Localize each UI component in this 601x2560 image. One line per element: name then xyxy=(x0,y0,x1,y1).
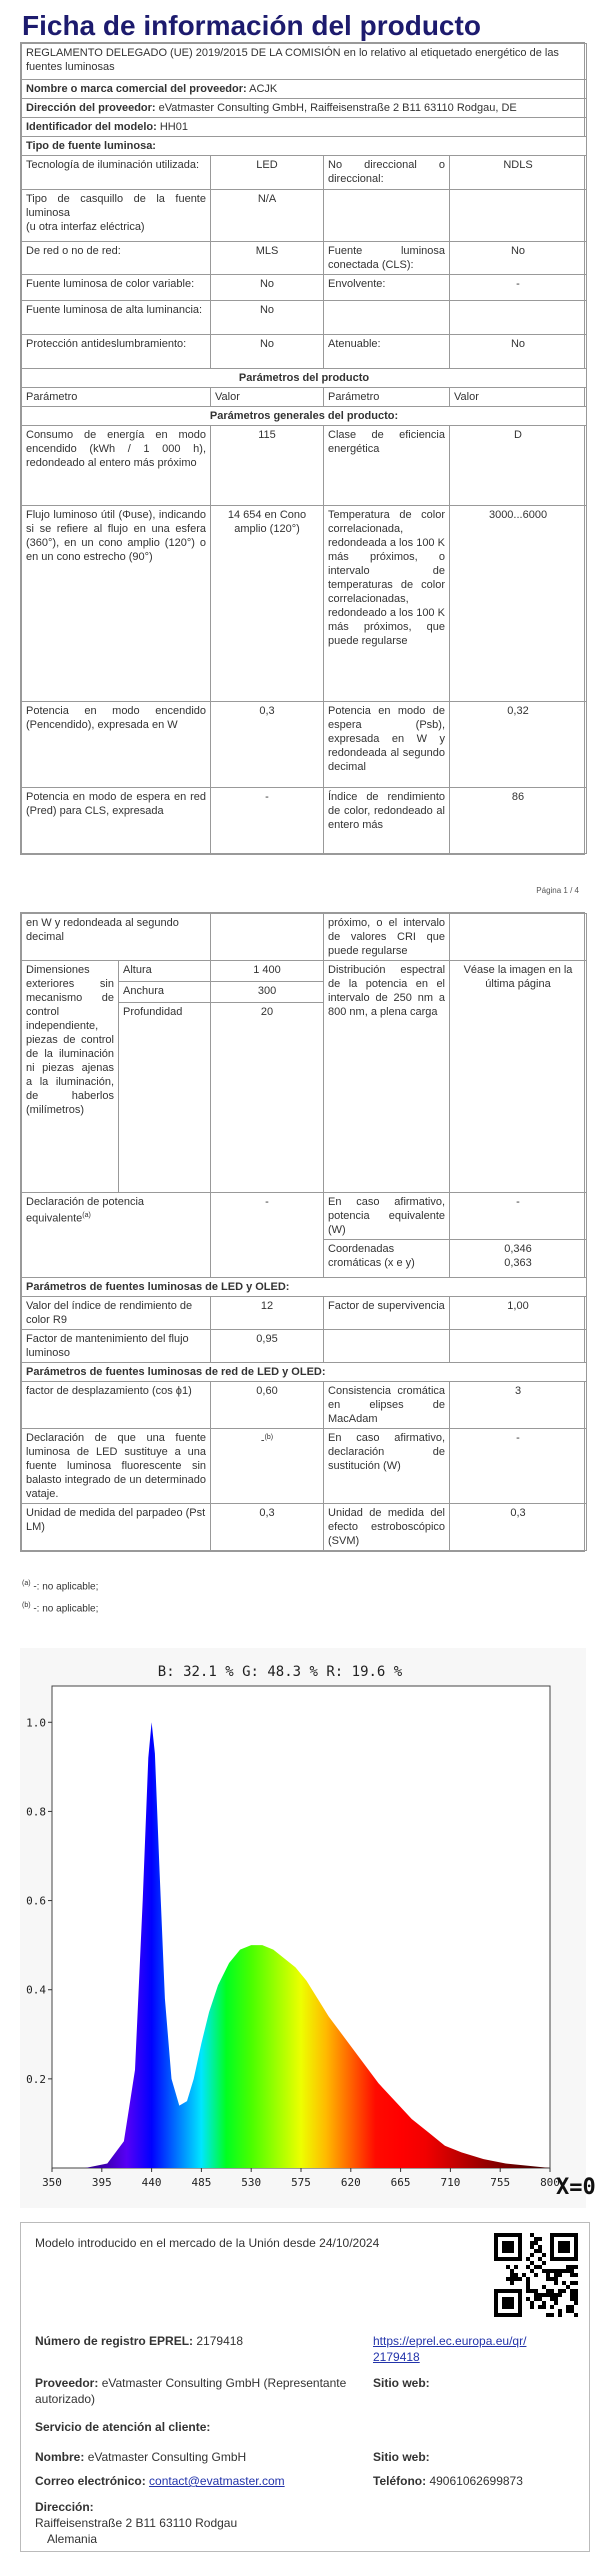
qr-module xyxy=(510,2269,514,2273)
footnote-a xyxy=(22,1580,98,1592)
qr-module xyxy=(550,2313,554,2317)
general-cell: Clase de eficiencia energética xyxy=(324,426,450,506)
qr-module xyxy=(530,2301,534,2305)
qr-module xyxy=(530,2233,534,2237)
general-cell: - xyxy=(211,788,324,854)
x-tick-label: 755 xyxy=(490,2176,511,2189)
type-cell: No xyxy=(450,242,587,275)
product-info-table-1 xyxy=(20,42,585,855)
dim-depth-value: 20 xyxy=(211,1003,324,1193)
qr-module xyxy=(530,2261,534,2265)
qr-module xyxy=(558,2309,562,2313)
qr-module xyxy=(574,2265,578,2269)
phi-label: factor de desplazamiento (cos ϕ1) xyxy=(22,1382,211,1429)
general-cell: 14 654 en Cono amplio (120°) xyxy=(211,506,324,702)
qr-finder xyxy=(502,2297,514,2309)
qr-finder xyxy=(518,2233,522,2261)
equiv-power-label xyxy=(22,1193,211,1278)
x-end-label: X=0 xyxy=(556,2175,596,2200)
qr-module xyxy=(530,2241,534,2245)
general-cell: Potencia en modo de espera (Psb), expresada en W y redondeada al segundo decimal xyxy=(324,702,450,788)
qr-module xyxy=(542,2285,546,2289)
qr-module xyxy=(550,2289,554,2293)
regulation-text: REGLAMENTO DELEGADO (UE) 2019/2015 DE LA COMISIÓN en lo relativo al etiquetado energético de las fuentes luminosas xyxy=(22,44,587,80)
supplier-brand-value: ACJK xyxy=(249,83,278,95)
light-source-type-header: Tipo de fuente luminosa: xyxy=(22,137,587,156)
footnote-b-text: -: no aplicable; xyxy=(33,1603,99,1615)
qr-module xyxy=(570,2289,574,2293)
general-params-header: Parámetros generales del producto: xyxy=(22,407,587,426)
equiv-power-note-mark: (a) xyxy=(82,1212,91,1219)
qr-module xyxy=(534,2289,538,2293)
footnote-a-mark: (a) xyxy=(22,1580,31,1587)
qr-module xyxy=(554,2297,558,2301)
type-cell: No xyxy=(450,335,587,369)
qr-module xyxy=(526,2289,530,2293)
general-params-rows xyxy=(22,426,587,854)
eprel-number-row xyxy=(35,2333,243,2349)
address-line-1: Raiffeisenstraße 2 B11 63110 Rodgau xyxy=(35,2516,238,2530)
fluor-value xyxy=(211,1429,324,1504)
cont-right-text: próximo, o el intervalo de valores CRI que puede regularse xyxy=(324,914,450,961)
qr-module xyxy=(546,2269,550,2273)
type-cell: Atenuable: xyxy=(324,335,450,369)
type-cell: LED xyxy=(211,156,324,190)
model-row xyxy=(22,118,587,137)
survival-label: Factor de supervivencia xyxy=(324,1297,450,1330)
qr-finder xyxy=(558,2241,570,2253)
y-tick-label: 0.6 xyxy=(26,1894,46,1908)
maint-empty-1 xyxy=(324,1330,450,1363)
chroma-label: Coordenadas cromáticas (x e y) xyxy=(324,1240,450,1278)
qr-code-graphic xyxy=(494,2233,578,2317)
footnote-a-text: -: no aplicable; xyxy=(33,1581,99,1593)
qr-module xyxy=(534,2293,538,2297)
qr-module xyxy=(562,2269,566,2273)
qr-module xyxy=(562,2289,566,2293)
qr-module xyxy=(570,2269,574,2273)
type-cell: MLS xyxy=(211,242,324,275)
qr-module xyxy=(558,2313,562,2317)
qr-finder xyxy=(502,2241,514,2253)
page-title: Ficha de información del producto xyxy=(22,10,481,41)
chroma-value-x: 0,346 xyxy=(504,1243,532,1255)
qr-module xyxy=(542,2301,546,2305)
qr-module xyxy=(514,2273,518,2277)
qr-module xyxy=(530,2245,534,2249)
qr-module xyxy=(534,2297,538,2301)
type-cell: Envolvente: xyxy=(324,275,450,301)
type-cell xyxy=(324,301,450,335)
equiv-power-text: Declaración de potencia equivalente xyxy=(26,1196,145,1225)
general-row xyxy=(22,506,587,702)
chroma-value xyxy=(450,1240,587,1278)
qr-module xyxy=(558,2269,562,2273)
qr-module xyxy=(550,2297,554,2301)
email-link[interactable]: contact@evatmaster.com xyxy=(149,2474,285,2488)
qr-module xyxy=(510,2281,514,2285)
address-line-2: Alemania xyxy=(47,2532,98,2546)
qr-module xyxy=(546,2277,550,2281)
mains-params-header: Parámetros de fuentes luminosas de red de LED y OLED: xyxy=(22,1363,587,1382)
qr-finder xyxy=(574,2233,578,2261)
fluor-note-mark: (b) xyxy=(264,1434,274,1441)
provider-label: Proveedor: xyxy=(35,2376,99,2390)
type-cell: No xyxy=(211,301,324,335)
maint-value: 0,95 xyxy=(211,1330,324,1363)
qr-module xyxy=(550,2269,554,2273)
general-row xyxy=(22,426,587,506)
qr-module xyxy=(538,2265,542,2269)
qr-module xyxy=(526,2297,530,2301)
qr-module xyxy=(570,2293,574,2297)
service-website-label: Sitio web: xyxy=(373,2450,430,2464)
qr-module xyxy=(554,2293,558,2297)
general-row xyxy=(22,702,587,788)
market-intro: Modelo introducido en el mercado de la Unión desde 24/10/2024 xyxy=(35,2236,380,2250)
qr-module xyxy=(530,2269,534,2273)
qr-module xyxy=(570,2305,574,2309)
qr-module xyxy=(574,2281,578,2285)
fluor-right-label: En caso afirmativo, declaración de sustitución (W) xyxy=(324,1429,450,1504)
qr-module xyxy=(538,2293,542,2297)
type-cell: NDLS xyxy=(450,156,587,190)
type-row xyxy=(22,242,587,275)
qr-module xyxy=(566,2305,570,2309)
qr-module xyxy=(554,2301,558,2305)
type-cell: - xyxy=(450,275,587,301)
equiv-power-right-value: - xyxy=(450,1193,587,1240)
qr-module xyxy=(538,2257,542,2261)
chart-title: B: 32.1 % G: 48.3 % R: 19.6 % xyxy=(157,1664,403,1680)
qr-module xyxy=(574,2301,578,2305)
qr-finder xyxy=(494,2289,498,2317)
r9-value: 12 xyxy=(211,1297,324,1330)
x-tick-label: 395 xyxy=(91,2176,112,2189)
qr-module xyxy=(554,2277,558,2281)
type-cell: Fuente luminosa de color variable: xyxy=(22,275,211,301)
qr-module xyxy=(534,2273,538,2277)
x-tick-label: 710 xyxy=(440,2176,461,2189)
r9-label: Valor del índice de rendimiento de color R9 xyxy=(22,1297,211,1330)
spectrum-chart xyxy=(20,1648,596,2208)
type-cell: Tipo de casquillo de la fuente luminosa (u otra interfaz eléctrica) xyxy=(22,190,211,242)
email-label: Correo electrónico: xyxy=(35,2474,146,2488)
qr-module xyxy=(526,2277,530,2281)
qr-module xyxy=(514,2265,518,2269)
provider-value: eVatmaster Consulting GmbH (Representante autorizado) xyxy=(35,2376,347,2406)
product-info-table-2 xyxy=(20,912,585,1552)
y-tick-label: 1.0 xyxy=(26,1716,46,1730)
qr-module xyxy=(574,2273,578,2277)
general-cell: Índice de rendimiento de color, redondeado al entero más xyxy=(324,788,450,854)
general-cell: Consumo de energía en modo encendido (kWh / 1 000 h), redondeado al entero más próximo xyxy=(22,426,211,506)
qr-module xyxy=(538,2245,542,2249)
maint-empty-2 xyxy=(450,1330,587,1363)
footnote-b xyxy=(22,1602,98,1614)
phi-value: 0,60 xyxy=(211,1382,324,1429)
qr-module xyxy=(550,2305,554,2309)
cont-left-value xyxy=(211,914,324,961)
qr-finder xyxy=(550,2257,578,2261)
footnote-b-mark: (b) xyxy=(22,1602,31,1609)
type-cell: N/A xyxy=(211,190,324,242)
dim-depth-label: Profundidad xyxy=(119,1003,211,1193)
type-cell: Protección antideslumbramiento: xyxy=(22,335,211,369)
product-params-header: Parámetros del producto xyxy=(22,369,587,388)
qr-module xyxy=(566,2309,570,2313)
type-row xyxy=(22,335,587,369)
maint-label: Factor de mantenimiento del flujo luminoso xyxy=(22,1330,211,1363)
qr-module xyxy=(534,2265,538,2269)
service-name-value: eVatmaster Consulting GmbH xyxy=(87,2450,247,2464)
qr-module xyxy=(510,2277,514,2281)
qr-module xyxy=(566,2269,570,2273)
qr-module xyxy=(530,2289,534,2293)
y-tick-label: 0.4 xyxy=(26,1983,46,1997)
qr-module xyxy=(514,2277,518,2281)
qr-module xyxy=(542,2293,546,2297)
customer-service-header: Servicio de atención al cliente: xyxy=(35,2420,211,2434)
supplier-brand-label: Nombre o marca comercial del proveedor: xyxy=(26,83,247,95)
fluor-label: Declaración de que una fuente luminosa de LED sustituye a una fuente luminosa fluorescente sin balasto integrado de un determinado vataje. xyxy=(22,1429,211,1504)
dim-width-value: 300 xyxy=(211,982,324,1003)
qr-module xyxy=(542,2253,546,2257)
qr-module xyxy=(574,2293,578,2297)
general-cell: D xyxy=(450,426,587,506)
qr-finder xyxy=(494,2289,522,2293)
x-tick-label: 575 xyxy=(291,2176,311,2189)
qr-module xyxy=(570,2265,574,2269)
type-cell: No xyxy=(211,335,324,369)
x-tick-label: 530 xyxy=(241,2176,262,2189)
y-tick-label: 0.2 xyxy=(26,2072,46,2086)
page-1 xyxy=(0,0,601,902)
eprel-number-label: Número de registro EPREL: xyxy=(35,2334,194,2348)
qr-module xyxy=(554,2273,558,2277)
dim-height-label: Altura xyxy=(119,961,211,982)
qr-module xyxy=(530,2305,534,2309)
col-header-param-2: Parámetro xyxy=(324,388,450,407)
qr-module xyxy=(570,2281,574,2285)
qr-module xyxy=(558,2273,562,2277)
eprel-number-value: 2179418 xyxy=(196,2334,244,2348)
cont-left-text: en W y redondeada al segundo decimal xyxy=(22,914,211,961)
dim-width-label: Anchura xyxy=(119,982,211,1003)
phone-row xyxy=(373,2473,523,2489)
model-label: Identificador del modelo: xyxy=(26,121,157,133)
type-row xyxy=(22,156,587,190)
type-cell xyxy=(324,190,450,242)
spectrum-chart-svg xyxy=(20,1648,596,2208)
phone-value: 49061062699873 xyxy=(429,2474,523,2488)
qr-module xyxy=(530,2253,534,2257)
qr-module xyxy=(542,2269,546,2273)
qr-module xyxy=(506,2277,510,2281)
type-cell: No direccional o direccional: xyxy=(324,156,450,190)
svm-label: Unidad de medida del efecto estroboscópico (SVM) xyxy=(324,1504,450,1551)
qr-module xyxy=(546,2289,550,2293)
qr-finder xyxy=(518,2289,522,2317)
qr-module xyxy=(510,2273,514,2277)
qr-module xyxy=(518,2277,522,2281)
col-header-value-2: Valor xyxy=(450,388,587,407)
service-name-row xyxy=(35,2449,246,2465)
supplier-address-row xyxy=(22,99,587,118)
fluor-value-text: - xyxy=(260,1434,265,1447)
page-number: Página 1 / 4 xyxy=(536,886,579,895)
dimensions-label: Dimensiones exteriores sin mecanismo de control independiente, piezas de control de la iluminación ni piezas ajenas a la iluminación, de haberlos (milímetros) xyxy=(22,961,119,1193)
qr-module xyxy=(526,2281,530,2285)
general-cell: 0,32 xyxy=(450,702,587,788)
page-2 xyxy=(0,912,601,1640)
qr-module xyxy=(534,2241,538,2245)
cont-right-value xyxy=(450,914,587,961)
qr-finder xyxy=(494,2233,498,2261)
qr-module xyxy=(550,2277,554,2281)
general-cell: Flujo luminoso útil (Φuse), indicando si se refiere al flujo en una esfera (360°), en un cono amplio (120°) o en un cono estrecho (90°) xyxy=(22,506,211,702)
x-tick-label: 665 xyxy=(390,2176,411,2189)
qr-module xyxy=(554,2281,558,2285)
qr-module xyxy=(574,2313,578,2317)
qr-module xyxy=(562,2281,566,2285)
qr-code-icon[interactable] xyxy=(494,2233,578,2317)
qr-module xyxy=(506,2265,510,2269)
col-header-param: Parámetro xyxy=(22,388,211,407)
y-tick-label: 0.8 xyxy=(26,1805,46,1819)
spd-label: Distribución espectral de la potencia en el intervalo de 250 nm a 800 nm, a plena carga xyxy=(324,961,450,1193)
provider-row xyxy=(35,2375,355,2407)
qr-module xyxy=(542,2261,546,2265)
qr-module xyxy=(566,2285,570,2289)
type-cell xyxy=(450,190,587,242)
x-tick-label: 800 xyxy=(540,2176,560,2189)
pst-value: 0,3 xyxy=(211,1504,324,1551)
qr-module xyxy=(538,2249,542,2253)
model-value: HH01 xyxy=(159,121,188,133)
type-cell xyxy=(450,301,587,335)
supplier-address-value: eVatmaster Consulting GmbH, Raiffeisenstraße 2 B11 63110 Rodgau, DE xyxy=(158,102,517,114)
qr-module xyxy=(558,2293,562,2297)
general-cell: Temperatura de color correlacionada, redondeada a los 100 K más próximos, o intervalo de temperaturas de color correlacionadas, redondeado a los 100 K más próximos, que puede regularse xyxy=(324,506,450,702)
qr-module xyxy=(574,2297,578,2301)
spd-value: Véase la imagen en la última página xyxy=(450,961,587,1193)
qr-module xyxy=(554,2269,558,2273)
type-row xyxy=(22,190,587,242)
equiv-power-right-label: En caso afirmativo, potencia equivalente (W) xyxy=(324,1193,450,1240)
macadam-value: 3 xyxy=(450,1382,587,1429)
led-params-header: Parámetros de fuentes luminosas de LED y OLED: xyxy=(22,1278,587,1297)
qr-module xyxy=(546,2313,550,2317)
phone-label: Teléfono: xyxy=(373,2474,427,2488)
qr-finder xyxy=(494,2313,522,2317)
dim-height-value: 1 400 xyxy=(211,961,324,982)
qr-module xyxy=(542,2305,546,2309)
type-cell: Fuente luminosa de alta luminancia: xyxy=(22,301,211,335)
qr-module xyxy=(570,2309,574,2313)
type-row xyxy=(22,275,587,301)
chroma-value-y: 0,363 xyxy=(504,1257,532,1269)
general-row xyxy=(22,788,587,854)
supplier-address-label: Dirección del proveedor: xyxy=(26,102,156,114)
qr-module xyxy=(546,2273,550,2277)
x-tick-label: 485 xyxy=(191,2176,212,2189)
supplier-brand-row xyxy=(22,80,587,99)
qr-module xyxy=(534,2237,538,2241)
type-cell: Fuente luminosa conectada (CLS): xyxy=(324,242,450,275)
x-tick-label: 440 xyxy=(141,2176,162,2189)
col-header-value: Valor xyxy=(211,388,324,407)
qr-module xyxy=(546,2293,550,2297)
qr-finder xyxy=(494,2233,522,2237)
light-source-type-rows xyxy=(22,156,587,369)
general-cell: 3000...6000 xyxy=(450,506,587,702)
qr-module xyxy=(570,2273,574,2277)
qr-module xyxy=(526,2285,530,2289)
fluor-right-value: - xyxy=(450,1429,587,1504)
general-cell: Potencia en modo encendido (Pencendido), expresada en W xyxy=(22,702,211,788)
qr-finder xyxy=(550,2233,578,2237)
eprel-link[interactable]: https://eprel.ec.europa.eu/qr/2179418 xyxy=(373,2334,527,2364)
qr-finder xyxy=(494,2257,522,2261)
email-row xyxy=(35,2473,285,2489)
qr-module xyxy=(574,2289,578,2293)
general-cell: 115 xyxy=(211,426,324,506)
qr-module xyxy=(526,2265,530,2269)
svm-value: 0,3 xyxy=(450,1504,587,1551)
qr-finder xyxy=(550,2233,554,2261)
qr-module xyxy=(570,2297,574,2301)
qr-module xyxy=(522,2273,526,2277)
qr-module xyxy=(526,2257,530,2261)
address-label: Dirección: xyxy=(35,2500,94,2514)
qr-module xyxy=(566,2265,570,2269)
type-cell: No xyxy=(211,275,324,301)
qr-module xyxy=(538,2237,542,2241)
general-cell: 86 xyxy=(450,788,587,854)
provider-website-label: Sitio web: xyxy=(373,2376,430,2390)
general-cell: Potencia en modo de espera en red (Pred) para CLS, expresada xyxy=(22,788,211,854)
macadam-label: Consistencia cromática en elipses de MacAdam xyxy=(324,1382,450,1429)
type-cell: De red o no de red: xyxy=(22,242,211,275)
qr-module xyxy=(538,2305,542,2309)
type-cell: Tecnología de iluminación utilizada: xyxy=(22,156,211,190)
x-tick-label: 620 xyxy=(340,2176,361,2189)
qr-module xyxy=(534,2249,538,2253)
service-name-label: Nombre: xyxy=(35,2450,85,2464)
survival-value: 1,00 xyxy=(450,1297,587,1330)
pst-label: Unidad de medida del parpadeo (Pst LM) xyxy=(22,1504,211,1551)
x-tick-label: 350 xyxy=(42,2176,62,2189)
qr-module xyxy=(558,2289,562,2293)
type-row xyxy=(22,301,587,335)
qr-module xyxy=(550,2293,554,2297)
eprel-info-panel xyxy=(20,2222,590,2552)
equiv-power-value: - xyxy=(211,1193,324,1278)
general-cell: 0,3 xyxy=(211,702,324,788)
qr-module xyxy=(538,2297,542,2301)
